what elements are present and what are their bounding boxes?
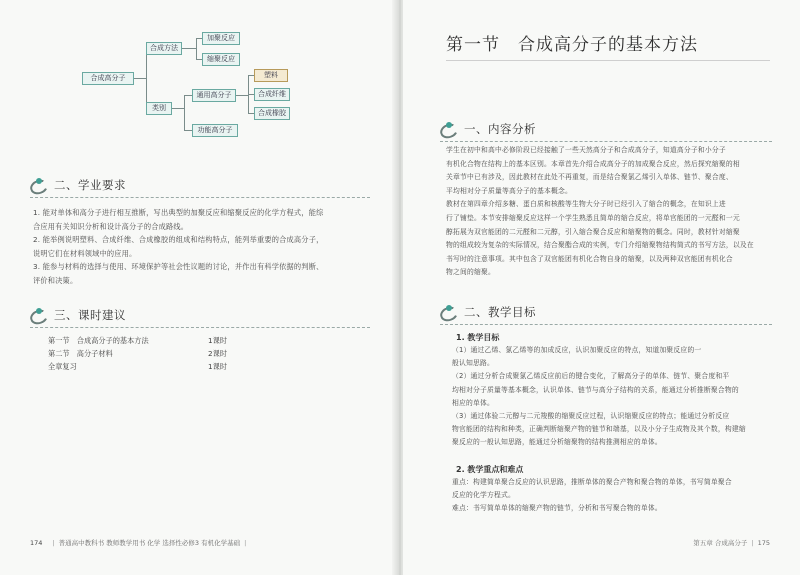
schedule-table	[48, 336, 348, 376]
schedule-hours: 2课时	[208, 349, 227, 358]
footer-chapter: 第五章	[693, 539, 713, 547]
section-title: 三、课时建议	[54, 308, 126, 322]
section-title: 二、教学目标	[464, 305, 536, 319]
concept-category: 类别	[146, 102, 172, 115]
right-footer: 第五章 合成高分子 | 175	[693, 539, 770, 547]
schedule-lesson: 第二节 高分子材料	[48, 349, 113, 358]
goal-line: 聚反应的一般认知思路，能通过分析缩聚物的结构推测相应的单体。	[452, 438, 662, 447]
footer-topic: 有机化学基础	[201, 539, 241, 547]
footer-book: 普通高中教科书	[58, 539, 105, 547]
goals-subheading: 1. 教学目标	[456, 333, 500, 342]
concept-addition: 加聚反应	[202, 32, 240, 45]
concept-plastic: 塑料	[254, 69, 288, 82]
goal-line: 物官能团的结构和种类，正确判断缩聚产物的链节和端基，以及小分子生成物及其个数，构建缩	[452, 425, 746, 434]
requirement-line: 2. 能举例说明塑料、合成纤维、合成橡胶的组成和结构特点，能列举重要的合成高分子，	[33, 235, 324, 244]
goals-text	[452, 344, 774, 450]
schedule-hours: 1课时	[208, 336, 227, 345]
section-divider	[30, 327, 370, 328]
title-divider	[446, 60, 770, 61]
analysis-line: 有机化合物在结构上的基本区别。本章首先介绍合成高分子的加成聚合反应，然后探究缩聚的相	[446, 159, 740, 168]
key-point-line: 重点：构建简单聚合反应的认识思路，推断单体的聚合产物和聚合物的单体，书写简单聚合	[452, 478, 732, 486]
analysis-text	[446, 144, 774, 280]
concept-general: 通用高分子	[192, 89, 236, 102]
section-heading-goals	[440, 304, 536, 320]
section-divider	[30, 197, 370, 198]
goal-line: （1）通过乙烯、氯乙烯等的加成反应，认识加聚反应的特点，知道加聚反应的一	[452, 346, 702, 354]
section-icon	[30, 308, 48, 322]
section-heading-requirements	[30, 177, 126, 193]
requirement-line: 1. 能对单体和高分子进行相互推断，写出典型的加聚反应和缩聚反应的化学方程式，能综	[33, 208, 324, 217]
concept-functional: 功能高分子	[192, 124, 238, 137]
analysis-line: 学生在初中和高中必修阶段已经接触了一些天然高分子和合成高分子，知道高分子和小分子	[446, 146, 726, 154]
section-divider	[440, 141, 772, 142]
requirement-line: 合应用有关知识分析和设计高分子的合成路线。	[33, 221, 189, 231]
page-number: 175	[757, 539, 770, 547]
chapter-title	[446, 30, 698, 55]
requirement-line: 说明它们在材料领域中的应用。	[33, 248, 137, 258]
analysis-line: 物的组成较为复杂的实际情况，结合聚酯合成的实例，专门介绍缩聚物结构简式的书写方法，以及在	[446, 241, 754, 250]
analysis-line: 行了铺垫。本节安排缩聚反应这样一个学生熟悉且简单的缩合反应，将单官能团的一元醛和一元	[446, 213, 740, 222]
concept-rubber: 合成橡胶	[254, 107, 290, 120]
concept-fiber: 合成纤维	[254, 88, 290, 101]
section-icon	[440, 305, 458, 319]
requirement-line: 评价和决策。	[33, 275, 78, 285]
schedule-lesson: 第一节 合成高分子的基本方法	[48, 336, 149, 345]
requirements-text	[33, 206, 378, 287]
analysis-line: 关章节中已有涉及，因此教材在此处不再重复，而是结合聚氯乙烯引入单体、链节、聚合度、	[446, 173, 733, 182]
goal-line: （3）通过体验二元醇与二元羧酸的缩聚反应过程，认识缩聚反应的特点；能通过分析反应	[452, 412, 730, 421]
chapter-title-number: 第一节	[446, 35, 500, 55]
section-divider	[440, 324, 772, 325]
concept-condensation: 缩聚反应	[202, 53, 240, 66]
requirement-line: 3. 能参与材料的选择与使用、环境保护等社会性议题的讨论，并作出有科学依据的判断、	[33, 262, 324, 271]
footer-title: 合成高分子	[714, 539, 748, 547]
section-title: 一、内容分析	[464, 122, 536, 136]
concept-root: 合成高分子	[82, 72, 134, 85]
goal-line: （2）通过分析合成聚氯乙烯反应前后的键合变化，了解高分子的单体、链节、聚合度和平	[452, 372, 730, 381]
chapter-title-text: 合成高分子的基本方法	[518, 35, 698, 55]
footer-volume: 选择性必修3	[162, 539, 199, 547]
goal-line: 相应的单体。	[452, 398, 494, 407]
footer-subject: 化学	[147, 539, 161, 547]
concept-method: 合成方法	[146, 42, 182, 55]
analysis-line: 平均相对分子质量等高分子的基本概念。	[446, 186, 572, 195]
goal-line: 般认知思路。	[452, 359, 494, 368]
goal-line: 均相对分子质量等基本概念，认识单体、链节与高分子结构的关系，能通过分析推断聚合物的	[452, 385, 739, 394]
analysis-line: 书写时的注意事项。其中包含了双官能团有机化合物自身的缩聚，以及两种双官能团有机化合	[446, 254, 733, 263]
section-icon	[440, 122, 458, 136]
key-point-line: 难点：书写简单单体的缩聚产物的链节，分析和书写聚合物的单体。	[452, 504, 662, 513]
section-heading-analysis	[440, 121, 536, 137]
section-heading-schedule	[30, 307, 126, 323]
left-page	[0, 0, 397, 575]
section-title: 二、学业要求	[54, 178, 126, 192]
section-icon	[30, 178, 48, 192]
analysis-line: 物之间的缩聚。	[446, 268, 495, 277]
analysis-line: 教材在第四章介绍多糖、蛋白质和核酸等生物大分子时已经引入了缩合的概念，在知识上进	[446, 200, 726, 209]
key-points-text	[452, 476, 774, 516]
page-number: 174	[30, 539, 43, 547]
schedule-hours: 1课时	[208, 362, 227, 371]
key-point-line: 反应的化学方程式。	[452, 491, 515, 500]
schedule-lesson: 全章复习	[48, 362, 77, 371]
footer-series: 教师教学用书	[106, 539, 146, 547]
left-footer: 174 | 普通高中教科书 教师教学用书 化学 选择性必修3 有机化学基础 |	[30, 539, 247, 547]
analysis-line: 醇拓展为双官能团的二元醛和二元醇，引入缩合聚合反应和缩聚物的概念。同时，教材针对缩聚	[446, 227, 740, 236]
key-points-subheading: 2. 教学重点和难点	[456, 465, 524, 474]
